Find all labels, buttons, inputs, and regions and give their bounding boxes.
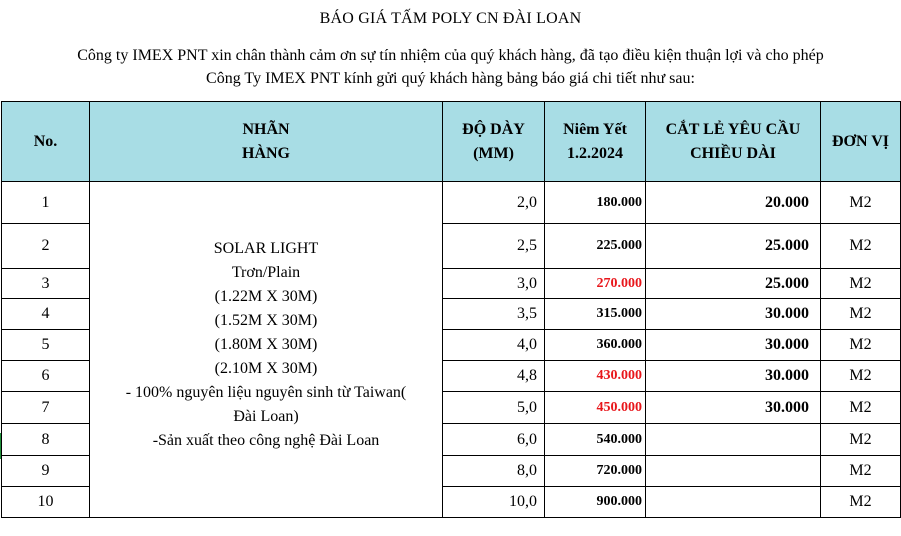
cell-cut-price: 20.000 bbox=[646, 182, 821, 224]
header-no: No. bbox=[2, 102, 90, 182]
product-line: (2.10M X 30M) bbox=[214, 360, 318, 377]
cell-unit: M2 bbox=[821, 224, 901, 269]
cell-thickness: 6,0 bbox=[443, 424, 545, 456]
cell-no: 4 bbox=[2, 299, 90, 330]
cell-cut-price bbox=[646, 487, 821, 518]
cell-unit: M2 bbox=[821, 424, 901, 456]
header-cut-line-1: CẮT LẺ YÊU CẦU bbox=[665, 120, 801, 138]
cell-no: 8 bbox=[2, 424, 90, 456]
cell-unit: M2 bbox=[821, 299, 901, 330]
header-row bbox=[2, 102, 901, 182]
cell-no: 9 bbox=[2, 456, 90, 487]
cell-thickness: 5,0 bbox=[443, 392, 545, 424]
cell-cut-price: 25.000 bbox=[646, 269, 821, 299]
cell-price: 430.000 bbox=[545, 361, 646, 392]
cell-unit: M2 bbox=[821, 330, 901, 361]
intro-line-1: Công ty IMEX PNT xin chân thành cảm ơn sự tín nhiệm của quý khách hàng, đã tạo điều kiện thuận lợi và cho phép bbox=[77, 47, 824, 64]
product-line: Đài Loan) bbox=[233, 408, 299, 425]
cell-no: 10 bbox=[2, 487, 90, 518]
cell-no: 5 bbox=[2, 330, 90, 361]
header-brand-line-2: HÀNG bbox=[242, 144, 290, 162]
cell-cut-price: 30.000 bbox=[646, 392, 821, 424]
cell-thickness: 2,0 bbox=[443, 182, 545, 224]
header-price-line-1: Niêm Yết bbox=[563, 120, 627, 138]
cell-price: 360.000 bbox=[545, 330, 646, 361]
cell-cut-price bbox=[646, 456, 821, 487]
table-header bbox=[2, 102, 901, 182]
price-table bbox=[1, 101, 901, 518]
product-line: Trơn/Plain bbox=[231, 264, 301, 281]
cell-no: 2 bbox=[2, 224, 90, 269]
intro-line-2: Công Ty IMEX PNT kính gửi quý khách hàng bảng báo giá chi tiết như sau: bbox=[206, 70, 695, 87]
cell-price: 720.000 bbox=[545, 456, 646, 487]
product-line: (1.80M X 30M) bbox=[214, 336, 318, 353]
cell-unit: M2 bbox=[821, 392, 901, 424]
cell-price: 270.000 bbox=[545, 269, 646, 299]
product-line: -Sản xuất theo công nghệ Đài Loan bbox=[152, 432, 380, 449]
header-brand-line-1: NHÃN bbox=[242, 120, 290, 138]
cell-thickness: 4,8 bbox=[443, 361, 545, 392]
table-body bbox=[2, 182, 901, 518]
cell-thickness: 2,5 bbox=[443, 224, 545, 269]
cell-price: 900.000 bbox=[545, 487, 646, 518]
cell-unit: M2 bbox=[821, 269, 901, 299]
cell-thickness: 3,5 bbox=[443, 299, 545, 330]
header-thickness bbox=[443, 102, 545, 182]
cell-unit: M2 bbox=[821, 456, 901, 487]
header-price bbox=[545, 102, 646, 182]
header-price-line-2: 1.2.2024 bbox=[567, 144, 623, 162]
cell-price: 225.000 bbox=[545, 224, 646, 269]
cell-cut-price bbox=[646, 424, 821, 456]
cell-thickness: 8,0 bbox=[443, 456, 545, 487]
cell-price: 315.000 bbox=[545, 299, 646, 330]
cell-cut-price: 30.000 bbox=[646, 299, 821, 330]
page-title: BÁO GIÁ TẤM POLY CN ĐÀI LOAN bbox=[319, 10, 582, 27]
product-line: - 100% nguyên liệu nguyên sinh từ Taiwan( bbox=[125, 384, 407, 401]
header-thickness-line-1: ĐỘ DÀY bbox=[462, 120, 525, 138]
header-unit: ĐƠN VỊ bbox=[821, 102, 901, 182]
cell-no: 6 bbox=[2, 361, 90, 392]
cell-no: 3 bbox=[2, 269, 90, 299]
cell-unit: M2 bbox=[821, 361, 901, 392]
product-line: (1.22M X 30M) bbox=[214, 288, 318, 305]
cell-no: 7 bbox=[2, 392, 90, 424]
cell-price: 450.000 bbox=[545, 392, 646, 424]
product-description bbox=[90, 182, 443, 518]
intro-text bbox=[0, 35, 901, 101]
cell-cut-price: 30.000 bbox=[646, 330, 821, 361]
cell-price: 180.000 bbox=[545, 182, 646, 224]
cell-cut-price: 25.000 bbox=[646, 224, 821, 269]
header-cut bbox=[646, 102, 821, 182]
cell-no: 1 bbox=[2, 182, 90, 224]
header-brand bbox=[90, 102, 443, 182]
cell-cut-price: 30.000 bbox=[646, 361, 821, 392]
cell-thickness: 10,0 bbox=[443, 487, 545, 518]
table-row bbox=[2, 182, 901, 224]
cell-unit: M2 bbox=[821, 182, 901, 224]
cell-thickness: 4,0 bbox=[443, 330, 545, 361]
cell-price: 540.000 bbox=[545, 424, 646, 456]
product-line: (1.52M X 30M) bbox=[214, 312, 318, 329]
header-cut-line-2: CHIỀU DÀI bbox=[690, 144, 776, 162]
cell-unit: M2 bbox=[821, 487, 901, 518]
product-line: SOLAR LIGHT bbox=[213, 240, 319, 257]
cell-thickness: 3,0 bbox=[443, 269, 545, 299]
header-thickness-line-2: (MM) bbox=[473, 144, 514, 162]
